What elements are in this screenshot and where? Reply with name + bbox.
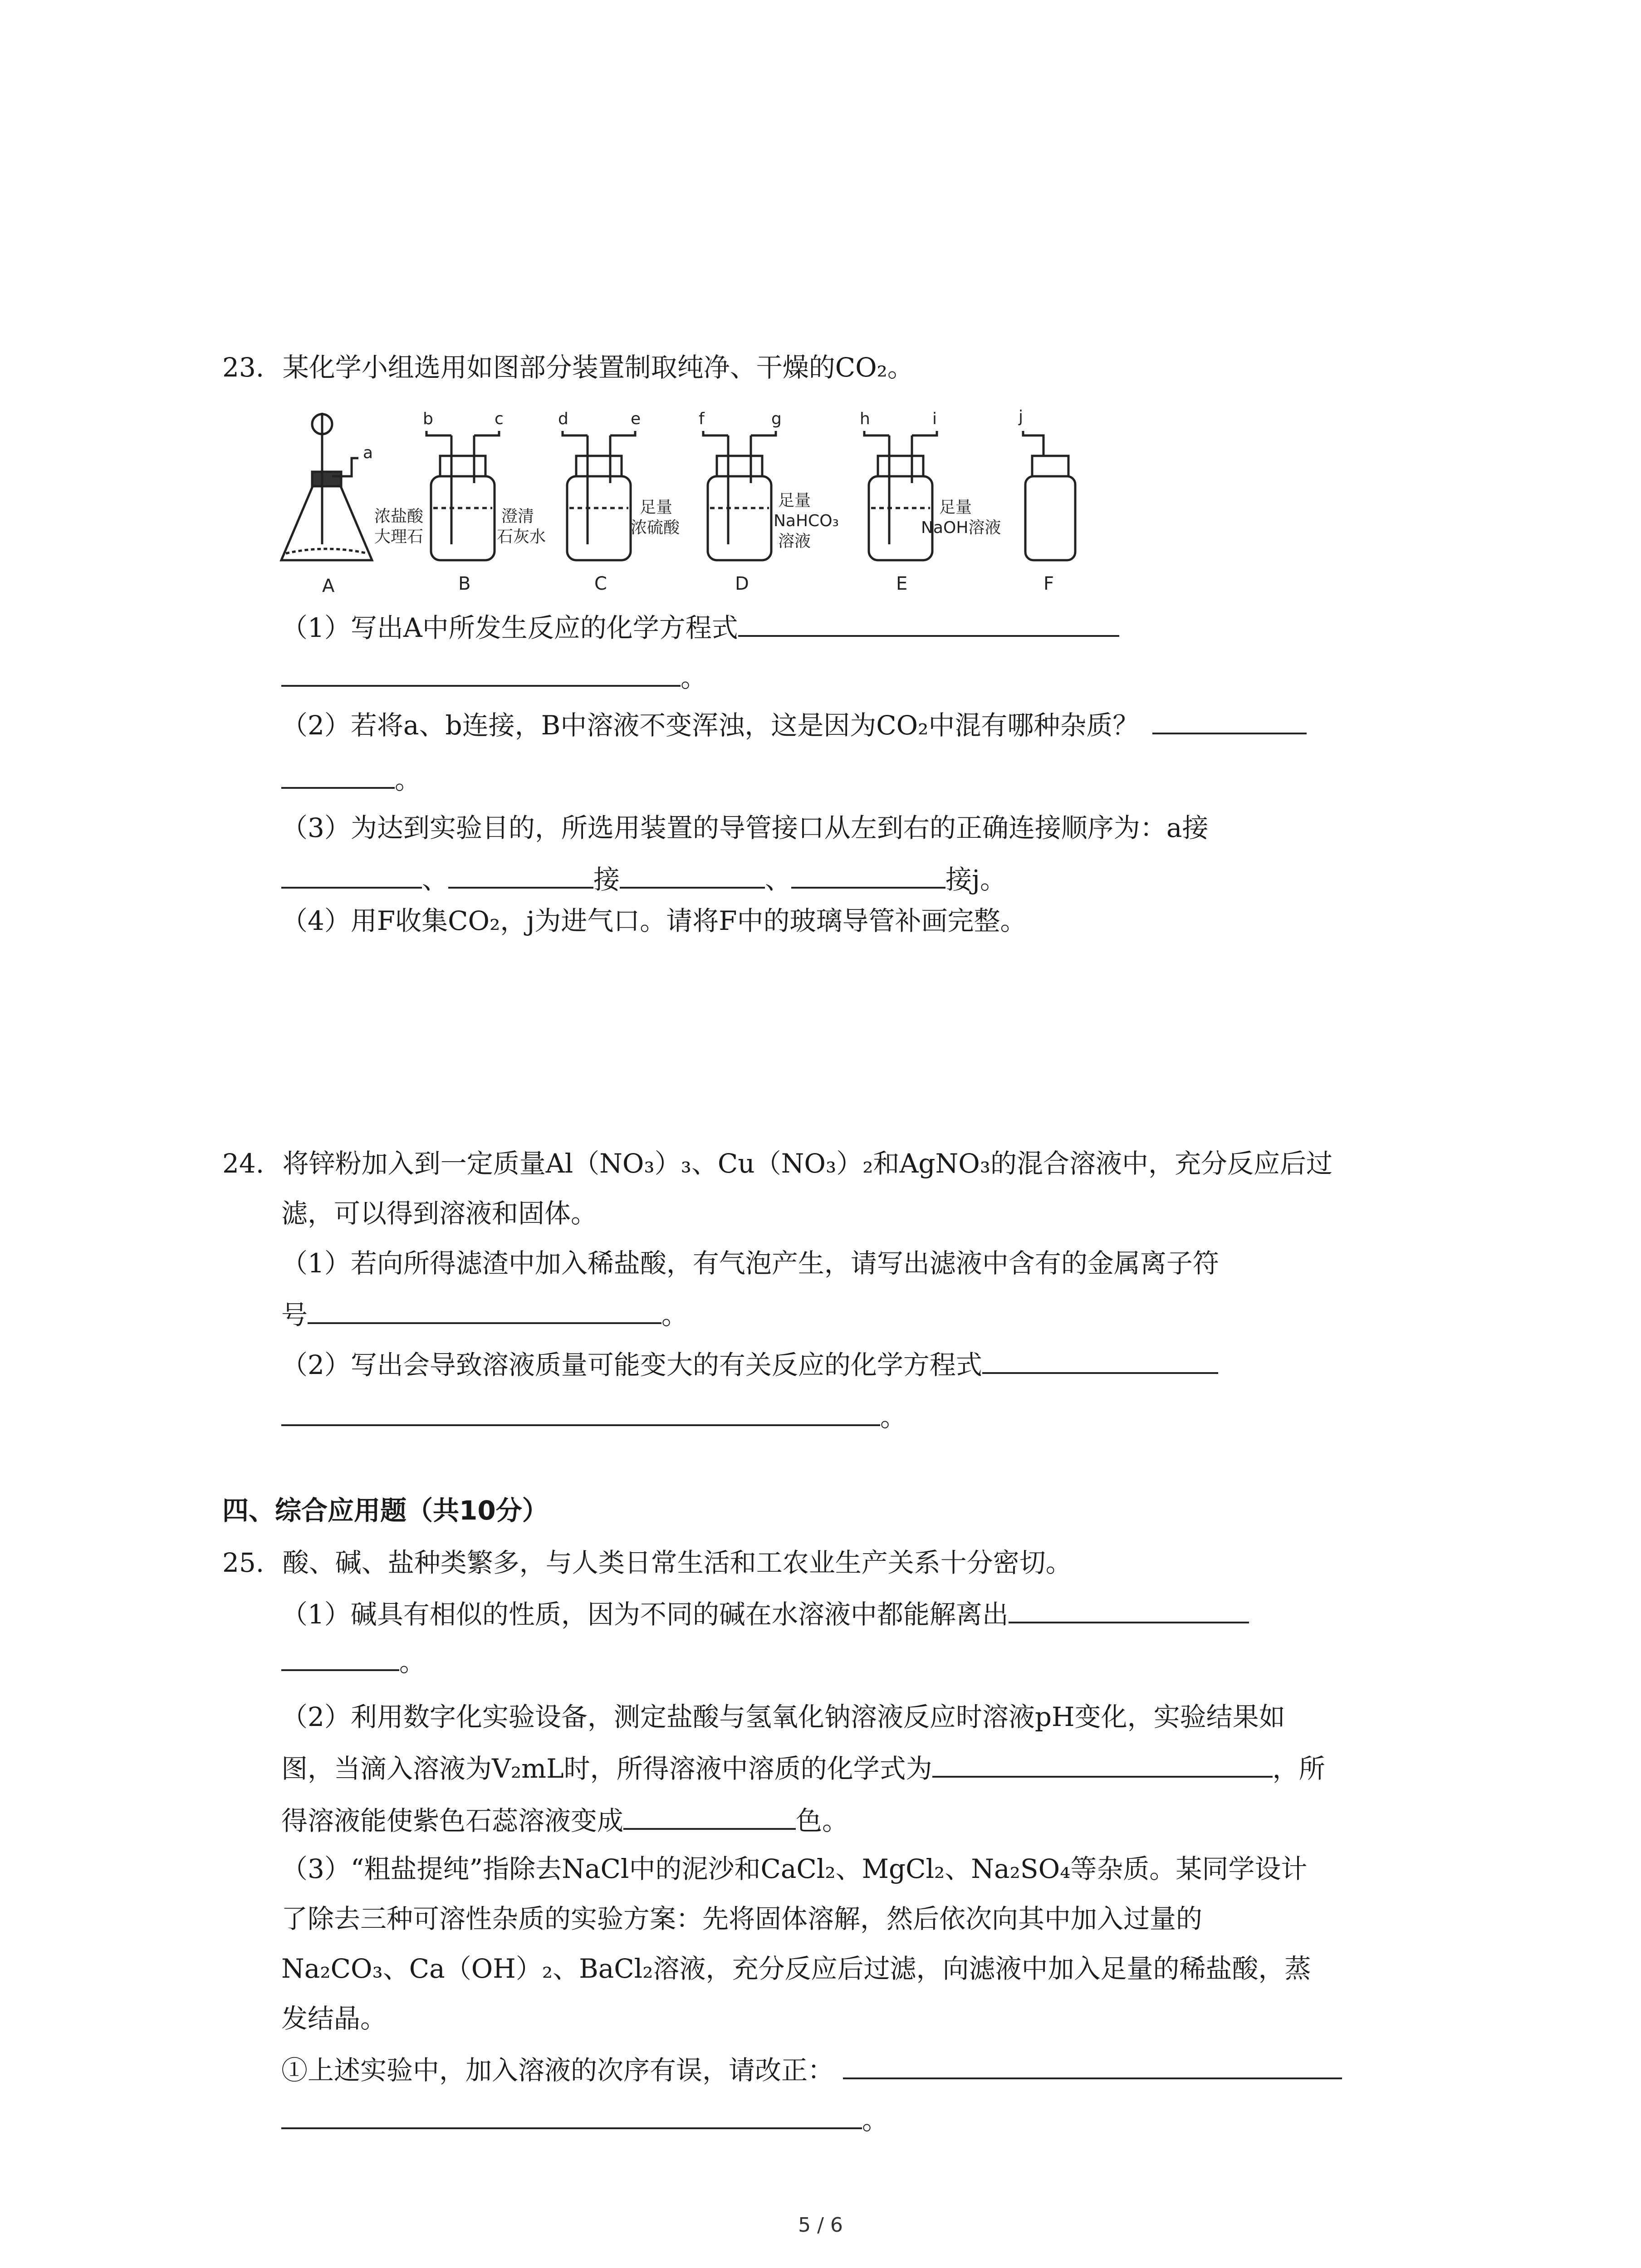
q23-part1: （1）写出A中所发生反应的化学方程式 [281, 608, 1119, 646]
answer-blank[interactable] [308, 1295, 661, 1324]
answer-blank[interactable] [281, 1397, 880, 1426]
caption-A: A [322, 576, 335, 596]
q25-part1: （1）碱具有相似的性质，因为不同的碱在水溶液中都能解离出 [281, 1594, 1249, 1633]
section-title: 四、综合应用题（共10分） [222, 1495, 549, 1526]
q25-part2-cont: 图，当滴入溶液为V₂mL时，所得溶液中溶质的化学式为 ，所 [281, 1749, 1325, 1787]
question-text: 某化学小组选用如图部分装置制取纯净、干燥的CO₂。 [282, 352, 914, 383]
q24-part1: （1）若向所得滤渣中加入稀盐酸，有气泡产生，请写出滤液中含有的金属离子符 [281, 1248, 1219, 1279]
port-g: g [771, 410, 782, 428]
answer-blank[interactable] [843, 2050, 1342, 2079]
reagent-label: 浓硫酸 [631, 518, 680, 537]
reagent-label: 足量 [778, 491, 811, 510]
port-b: b [423, 410, 433, 428]
answer-blank[interactable] [281, 1642, 399, 1671]
q25-part3: （3）“粗盐提纯”指除去NaCl中的泥沙和CaCl₂、MgCl₂、Na₂SO₄等杂质。某同学设计 [281, 1853, 1308, 1884]
port-c: c [495, 410, 504, 428]
apparatus-figure [272, 408, 1080, 608]
q23-part1-cont: 。 [281, 658, 707, 696]
port-j: j [1019, 408, 1024, 426]
page-number: 5 / 6 [798, 2214, 843, 2237]
answer-blank[interactable] [281, 860, 422, 889]
question-text: 将锌粉加入到一定质量Al（NO₃）₃、Cu（NO₃）₂和AgNO₃的混合溶液中，充分反应后过 [282, 1148, 1333, 1179]
reagent-label: 石灰水 [497, 528, 546, 546]
q25-part2-cont2: 得溶液能使紫色石蕊溶液变成 色。 [281, 1801, 848, 1839]
q24-stem [222, 1145, 1332, 1182]
q25-part3-cont2: Na₂CO₃、Ca（OH）₂、BaCl₂溶液，充分反应后过滤，向滤液中加入足量的稀盐酸，蒸 [281, 1953, 1311, 1984]
q25-part3-cont3: 发结晶。 [281, 2003, 387, 2034]
port-h: h [860, 410, 870, 428]
reagent-label: 浓盐酸 [374, 507, 424, 526]
answer-blank[interactable] [791, 860, 945, 889]
port-e: e [631, 410, 641, 428]
reagent-label: NaOH溶液 [921, 518, 1001, 537]
port-i: i [932, 410, 937, 428]
answer-blank[interactable] [932, 1749, 1273, 1778]
question-number: 23. [222, 352, 265, 383]
reagent-label: NaHCO₃ [774, 512, 839, 530]
caption-B: B [458, 573, 471, 594]
answer-blank[interactable] [738, 608, 1119, 637]
q24-part2: （2）写出会导致溶液质量可能变大的有关反应的化学方程式 [281, 1345, 1218, 1383]
answer-blank[interactable] [281, 2100, 862, 2129]
answer-blank[interactable] [281, 760, 395, 789]
q24-part2-cont: 。 [281, 1397, 906, 1435]
q25-sub1-cont: 。 [281, 2100, 888, 2138]
q23-part3-cont: 、 接 、 接j。 [281, 860, 1006, 898]
q23-part4: （4）用F收集CO₂，j为进气口。请将F中的玻璃导管补画完整。 [281, 905, 1027, 936]
q23-part2: （2）若将a、b连接，B中溶液不变浑浊，这是因为CO₂中混有哪种杂质？ [281, 705, 1307, 743]
q25-part1-cont: 。 [281, 1642, 426, 1680]
answer-blank[interactable] [623, 1801, 796, 1830]
caption-E: E [896, 573, 908, 594]
caption-C: C [594, 573, 607, 594]
answer-blank[interactable] [620, 860, 765, 889]
reagent-label: 足量 [640, 498, 673, 517]
q23-part3: （3）为达到实验目的，所选用装置的导管接口从左到右的正确连接顺序为：a接 [281, 812, 1209, 843]
q24-part1-cont: 号 。 [281, 1295, 688, 1333]
reagent-label: 大理石 [374, 528, 424, 546]
q24-stem-cont: 滤，可以得到溶液和固体。 [281, 1198, 598, 1229]
q23-stem [222, 349, 914, 386]
reagent-label: 足量 [939, 498, 972, 517]
reagent-label: 溶液 [778, 532, 811, 551]
caption-F: F [1043, 573, 1054, 594]
q25-sub1: ①上述实验中，加入溶液的次序有误，请改正： [281, 2050, 1342, 2088]
question-number: 24. [222, 1148, 265, 1179]
answer-blank[interactable] [1009, 1594, 1249, 1623]
port-a: a [363, 444, 373, 462]
question-number: 25. [222, 1547, 265, 1578]
answer-blank[interactable] [1152, 705, 1307, 734]
reagent-label: 澄清 [501, 507, 534, 526]
port-f: f [699, 410, 705, 428]
q25-stem [222, 1545, 1072, 1581]
q25-part3-cont: 了除去三种可溶性杂质的实验方案：先将固体溶解，然后依次向其中加入过量的 [281, 1903, 1203, 1934]
port-d: d [558, 410, 568, 428]
answer-blank[interactable] [448, 860, 593, 889]
question-text: 酸、碱、盐种类繁多，与人类日常生活和工农业生产关系十分密切。 [282, 1547, 1072, 1578]
q23-part2-cont: 。 [281, 760, 421, 798]
answer-blank[interactable] [982, 1345, 1218, 1374]
caption-D: D [735, 573, 749, 594]
q25-part2: （2）利用数字化实验设备，测定盐酸与氢氧化钠溶液反应时溶液pH变化，实验结果如 [281, 1701, 1285, 1732]
answer-blank[interactable] [281, 658, 681, 687]
